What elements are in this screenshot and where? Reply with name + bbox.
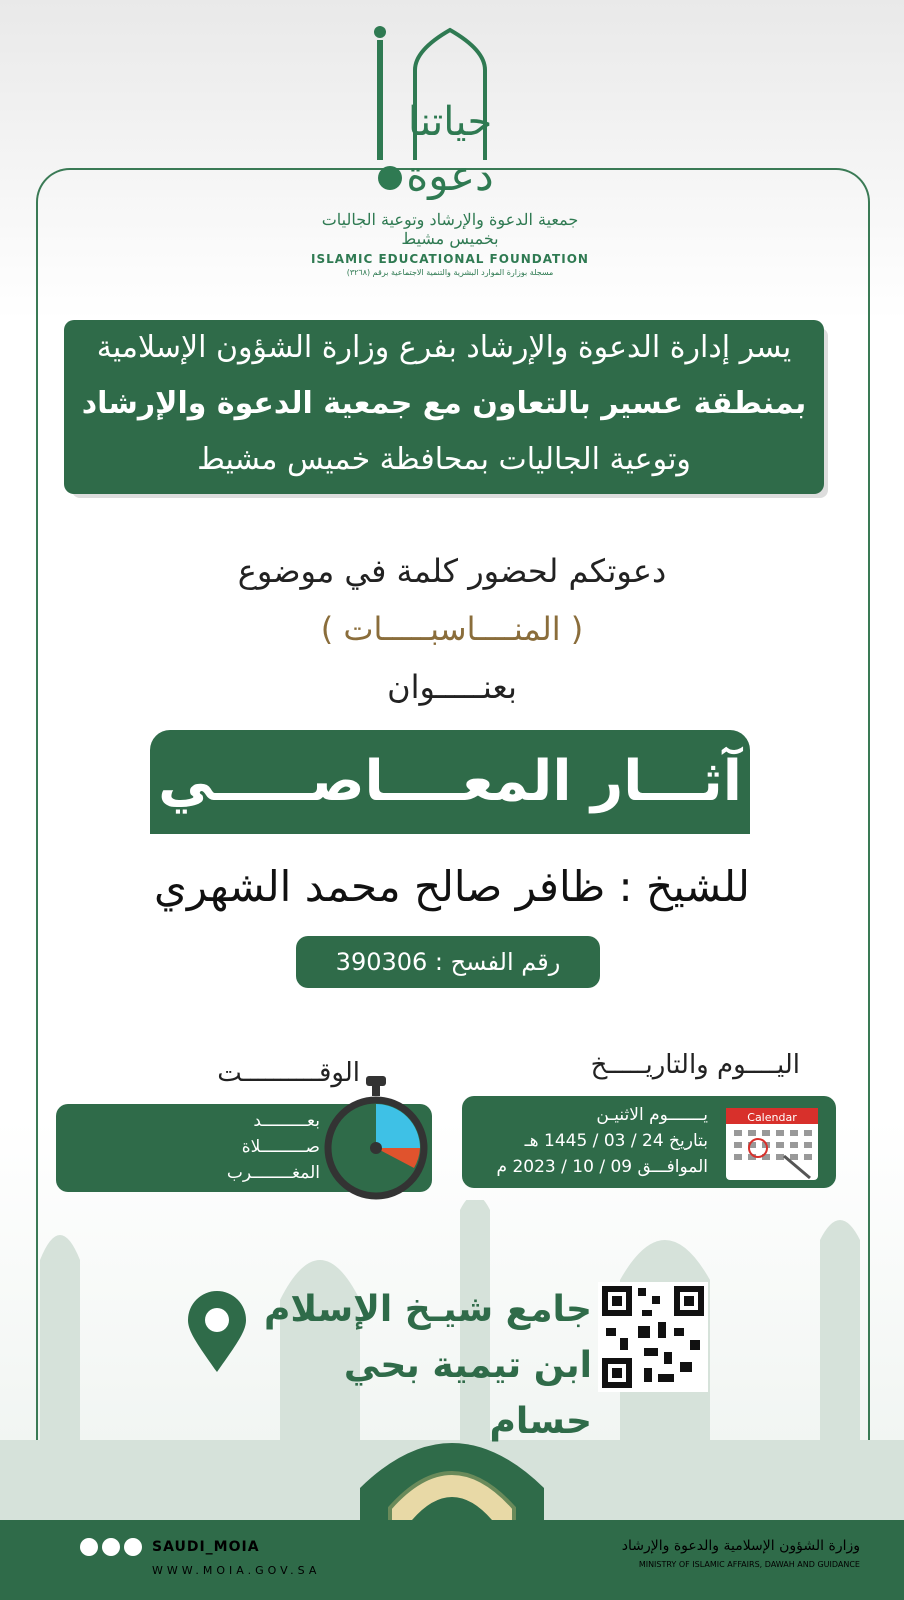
foundation-english-name: ISLAMIC EDUCATIONAL FOUNDATION: [311, 252, 589, 266]
footer-social: [80, 1536, 370, 1577]
intro-box: [64, 320, 824, 494]
stopwatch-icon: [324, 1072, 428, 1202]
sheikh-name: للشيخ : ظافر صالح محمد الشهري: [154, 862, 750, 911]
ministry-name: [560, 1538, 860, 1569]
time-lines: [227, 1108, 320, 1186]
date-box: [462, 1096, 836, 1188]
qr-code-icon[interactable]: [598, 1282, 708, 1392]
facebook-icon[interactable]: [124, 1538, 142, 1556]
intro-line-1: يسر إدارة الدعوة والإرشاد بفرع وزارة الشؤون الإسلامية: [96, 330, 792, 365]
foundation-registration: مسجلة بوزارة الموارد البشرية والتنمية الاجتماعية برقم (٣٢٦٨): [346, 268, 554, 277]
foundation-arabic-name: جمعية الدعوة والإرشاد وتوعية الجاليات بخميس مشيط: [321, 210, 579, 248]
location-pin-icon: [186, 1290, 248, 1374]
permit-number: رقم الفسح : 390306: [296, 936, 600, 988]
lecture-title: آثـــار المعــــاصـــــي: [150, 730, 750, 834]
instagram-icon[interactable]: [102, 1538, 120, 1556]
calendar-icon: [724, 1102, 820, 1182]
website-link[interactable]: WWW.MOIA.GOV.SA: [152, 1563, 321, 1577]
social-handle[interactable]: SAUDI_MOIA: [152, 1538, 260, 1555]
logo-slogan-1: حياتنا: [407, 99, 493, 145]
by-title-text: بعنـــــوان: [387, 668, 517, 706]
date-hijri: بتاريخ 24 / 03 / 1445 هـ: [524, 1131, 708, 1151]
logo-text: [300, 210, 600, 277]
mosque-line-2: ابن تيمية بحي حسام: [343, 1345, 592, 1442]
calendar-word: Calendar: [747, 1111, 797, 1124]
time-line-1: بعـــــــــد: [253, 1111, 320, 1131]
time-label: الوقــــــــــت: [217, 1058, 360, 1088]
ministry-arabic: وزارة الشؤون الإسلامية والدعوة والإرشاد: [621, 1538, 860, 1554]
date-lines: [497, 1102, 708, 1180]
time-line-3: المغــــــــرب: [226, 1163, 320, 1183]
intro-line-3: وتوعية الجاليات بمحافظة خميس مشيط: [197, 442, 691, 477]
topic-text: ( المنــــاسبـــــات ): [320, 610, 584, 648]
date-day: يـــــــوم الاثنيـن: [596, 1105, 708, 1125]
twitter-icon[interactable]: [80, 1538, 98, 1556]
date-label: اليــــوم والتاريـــــخ: [590, 1050, 800, 1080]
time-line-2: صـــــــــلاة: [241, 1137, 320, 1157]
intro-line-2: بمنطقة عسير بالتعاون مع جمعية الدعوة والإرشاد: [81, 386, 807, 421]
foundation-logo: [360, 10, 540, 200]
date-gregorian: الموافـــق 09 / 10 / 2023 م: [496, 1157, 708, 1177]
invitation-text: دعوتكم لحضور كلمة في موضوع: [237, 552, 667, 590]
mosque-line-1: جامع شيـخ الإسلام: [263, 1289, 592, 1330]
logo-slogan-2: دعوة: [406, 151, 494, 200]
ministry-english: MINISTRY OF ISLAMIC AFFAIRS, DAWAH AND GUIDANCE: [638, 1560, 860, 1569]
